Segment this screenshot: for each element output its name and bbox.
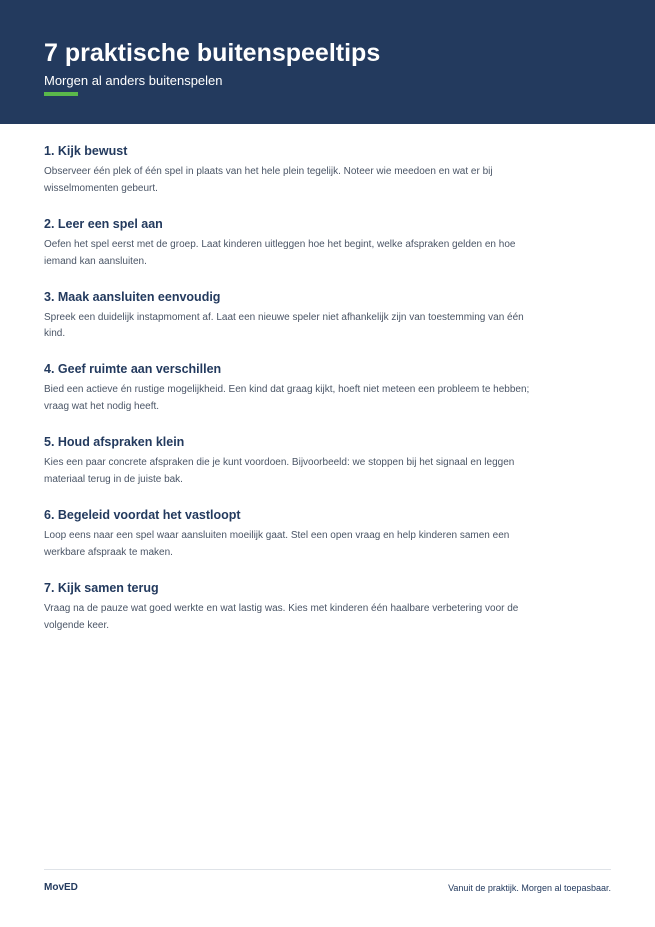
tip-text: Observeer één plek of één spel in plaats van het hele plein tegelijk. Noteer wie meedoen en wat er bij wisselmomenten gebeurt. [44,166,493,194]
tip-item [44,216,544,289]
tip-title: 6. Begeleid voordat het vastloopt [44,507,241,522]
footer-brand: MovED [44,882,78,893]
tip-item [44,507,544,580]
footer-divider [44,869,611,870]
accent-bar [44,92,78,96]
tip-text: Loop eens naar een spel waar aansluiten moeilijk gaat. Stel een open vraag en help kinderen samen een werkbare afspraak te maken. [44,529,510,558]
page-title: 7 praktische buitenspeeltips [44,39,381,67]
tips-list [44,143,544,653]
tip-title: 5. Houd afspraken klein [44,435,185,450]
tip-title: 2. Leer een spel aan [44,216,163,231]
tip-text: Vraag na de pauze wat goed werkte en wat lastig was. Kies met kinderen één haalbare verbetering voor de volgende keer. [44,602,519,631]
tip-title: 4. Geef ruimte aan verschillen [44,362,222,377]
tip-text: Spreek een duidelijk instapmoment af. Laat een nieuwe speler niet afhankelijk zijn van toestemming van één kind. [44,311,524,340]
tip-text: Bied een actieve én rustige mogelijkheid. Een kind dat graag kijkt, hoeft niet meteen een probleem te hebben; vraag wat het nodig heeft. [44,384,530,413]
tip-text: Oefen het spel eerst met de groep. Laat kinderen uitleggen hoe het begint, welke afspraken gelden en hoe iemand kan aansluiten. [44,238,516,267]
page-header [0,0,655,124]
page-subtitle: Morgen al anders buitenspelen [44,73,223,88]
tip-item [44,434,544,507]
tip-text: Kies een paar concrete afspraken die je kunt voordoen. Bijvoorbeeld: we stoppen bij het signaal en leggen materiaal terug in de juiste bak. [44,457,515,485]
footer-tagline: Vanuit de praktijk. Morgen al toepasbaar. [448,883,611,893]
tip-title: 7. Kijk samen terug [44,580,159,595]
tip-item [44,289,544,362]
tip-item [44,580,544,653]
tip-item [44,143,544,216]
tip-title: 1. Kijk bewust [44,144,128,158]
tip-title: 3. Maak aansluiten eenvoudig [44,289,221,304]
tip-item [44,361,544,434]
